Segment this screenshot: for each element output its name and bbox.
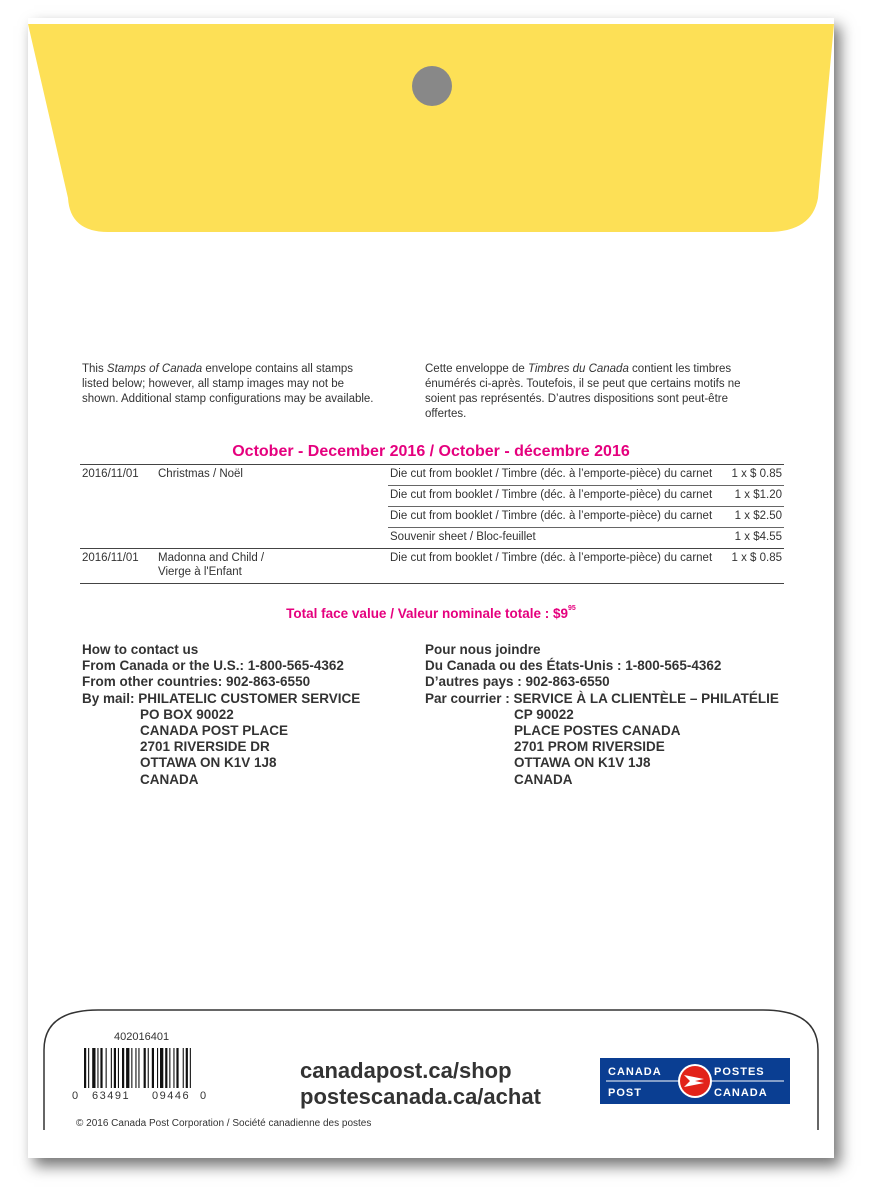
contact-phone-intl: D’autres pays : 902-863-6550	[425, 674, 610, 690]
barcode-bar	[84, 1048, 86, 1088]
barcode-bar	[176, 1048, 178, 1088]
upc-barcode	[80, 1048, 240, 1090]
barcode-bar	[138, 1048, 139, 1088]
barcode-bar	[135, 1048, 136, 1088]
mail-address-line: PO BOX 90022	[140, 706, 234, 722]
contact-heading: How to contact us	[82, 642, 199, 657]
barcode-bar	[190, 1048, 191, 1088]
table-row	[80, 549, 784, 584]
issue-price: 1 x $ 0.85	[731, 468, 782, 480]
mail-address-line: CANADA POST PLACE	[140, 723, 289, 739]
barcode-bar	[122, 1048, 124, 1088]
copyright: © 2016 Canada Post Corporation / Société canadienne des postes	[76, 1118, 372, 1129]
barcode-bar	[106, 1048, 107, 1088]
stamp-issue-table	[80, 464, 784, 584]
table-row	[80, 465, 784, 486]
intro-english: This Stamps of Canada envelope contains all stamps listed below; however, all stamp images may not be shown. Additional stamp configurations may be available.	[82, 363, 374, 405]
barcode-bar	[118, 1048, 119, 1088]
issue-name: Madonna and Child / Vierge à l'Enfant	[158, 552, 265, 578]
barcode-bar	[157, 1048, 158, 1088]
barcode-bar	[114, 1048, 116, 1088]
envelope-back	[28, 18, 834, 1158]
barcode-bar	[92, 1048, 95, 1088]
issue-format: Souvenir sheet / Bloc-feuillet	[388, 528, 720, 549]
barcode-bar	[173, 1048, 174, 1088]
contact-english	[82, 642, 360, 788]
shop-url-english[interactable]: canadapost.ca/shop	[300, 1058, 512, 1083]
mail-address-line: CP 90022	[514, 706, 574, 722]
barcode-bar	[97, 1048, 98, 1088]
barcode-bar	[165, 1048, 167, 1088]
contact-phone-intl: From other countries: 902-863-6550	[82, 674, 311, 690]
logo-text-postes: POSTES	[714, 1066, 765, 1078]
table-row	[80, 528, 784, 549]
barcode-bar	[148, 1048, 149, 1088]
barcode-bar	[88, 1048, 89, 1088]
mail-address-line: CANADA	[514, 771, 573, 787]
envelope-flap	[28, 18, 834, 238]
issue-price: 1 x $ 0.85	[731, 552, 782, 564]
table-row	[80, 486, 784, 507]
logo-text-canada: CANADA	[608, 1066, 662, 1078]
catalog-number: 402016401	[114, 1031, 170, 1043]
logo-text-post: POST	[608, 1087, 642, 1099]
issue-name: Christmas / Noël	[158, 468, 243, 480]
contact-heading: Pour nous joindre	[425, 642, 541, 657]
barcode-digits-right: 09446	[152, 1090, 191, 1102]
issue-format: Die cut from booklet / Timbre (déc. à l’emporte-pièce) du carnet	[388, 486, 720, 507]
issue-format: Die cut from booklet / Timbre (déc. à l’emporte-pièce) du carnet	[390, 552, 713, 564]
barcode-bar	[111, 1048, 112, 1088]
issue-date: 2016/11/01	[82, 468, 139, 480]
barcode-bar	[169, 1048, 170, 1088]
logo-text-canada-fr: CANADA	[714, 1087, 768, 1099]
barcode-digit: 0	[72, 1090, 79, 1102]
mail-address-line: By mail: PHILATELIC CUSTOMER SERVICE	[82, 690, 361, 706]
mail-address-line: CANADA	[140, 771, 199, 787]
barcode-bar	[126, 1048, 129, 1088]
issue-price: 1 x $4.55	[720, 528, 784, 549]
table-row	[80, 507, 784, 528]
barcode-bar	[186, 1048, 188, 1088]
shop-url-french[interactable]: postescanada.ca/achat	[300, 1084, 541, 1109]
barcode-bar	[100, 1048, 102, 1088]
mail-address-line: PLACE POSTES CANADA	[514, 723, 681, 739]
total-face-value: Total face value / Valeur nominale totale : $\$9^{95}$	[286, 605, 576, 621]
issue-date: 2016/11/01	[82, 552, 139, 564]
intro-french: Cette enveloppe de Timbres du Canada contient les timbres énumérés ci-après. Toutefois, il se peut que certains motifs ne soient pas représentés. D’autres dispositions sont peut-être offertes.	[425, 363, 741, 420]
barcode-bar	[131, 1048, 132, 1088]
barcode-bar	[183, 1048, 184, 1088]
barcode-bar	[160, 1048, 163, 1088]
contact-phone: Du Canada ou des États-Unis : 1-800-565-4362	[425, 658, 722, 674]
mail-address-line: OTTAWA ON K1V 1J8	[514, 755, 651, 771]
barcode-digit: 0	[200, 1090, 207, 1102]
contact-french	[425, 642, 779, 788]
mail-address-line: OTTAWA ON K1V 1J8	[140, 755, 277, 771]
barcode-bar	[152, 1048, 154, 1088]
mail-address-line: 2701 PROM RIVERSIDE	[514, 739, 665, 755]
barcode-digits-left: 63491	[92, 1090, 131, 1102]
section-title: October - December 2016 / October - décembre 2016	[232, 443, 630, 460]
mail-address-line: Par courrier : SERVICE À LA CLIENTÈLE – PHILATÉLIE	[425, 690, 779, 706]
issue-format: Die cut from booklet / Timbre (déc. à l’emporte-pièce) du carnet	[390, 468, 713, 480]
flap-hole	[412, 66, 452, 106]
issue-format: Die cut from booklet / Timbre (déc. à l’emporte-pièce) du carnet	[388, 507, 720, 528]
contact-phone: From Canada or the U.S.: 1-800-565-4362	[82, 658, 344, 674]
canada-post-logo	[600, 1058, 790, 1104]
barcode-bar	[144, 1048, 146, 1088]
mail-address-line: 2701 RIVERSIDE DR	[140, 739, 270, 755]
issue-price: 1 x $1.20	[720, 486, 784, 507]
issue-price: 1 x $2.50	[720, 507, 784, 528]
